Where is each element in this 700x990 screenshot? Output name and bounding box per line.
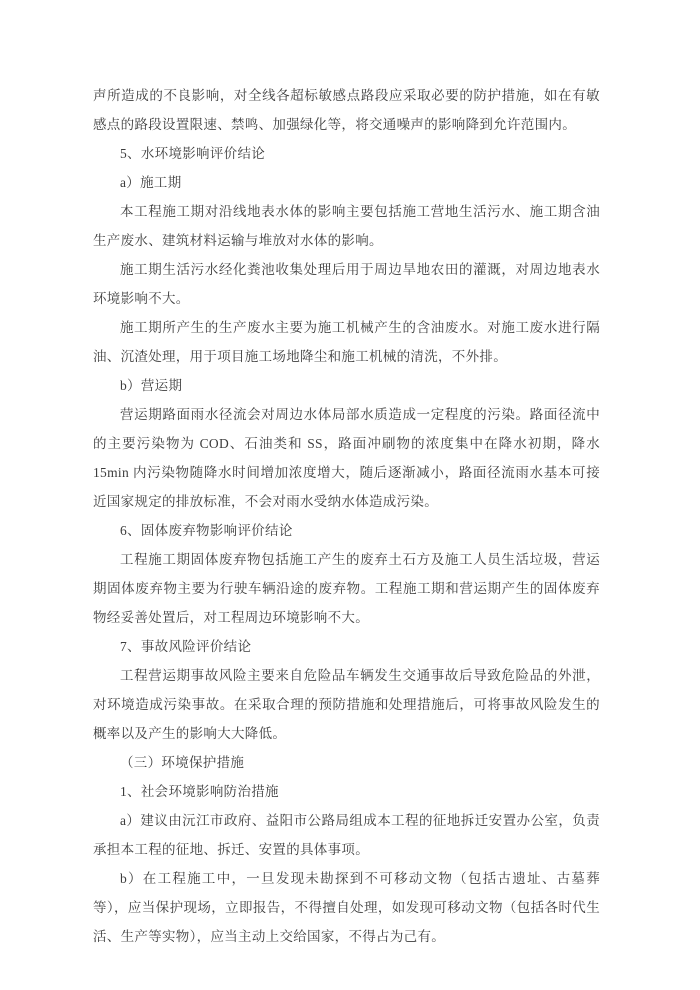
paragraph-sewage-treatment: 施工期生活污水经化粪池收集处理后用于周边旱地农田的灌溉，对周边地表水环境影响不大。 xyxy=(93,262,600,306)
heading-solid-waste-conclusion: 6、固体废弃物影响评价结论 xyxy=(120,523,293,538)
paragraph-runoff-pollution: 营运期路面雨水径流会对周边水体局部水质造成一定程度的污染。路面径流中的主要污染物为 COD、石油类和 SS，路面冲刷物的浓度集中在降水初期，降水 15min 内污染物随降水时间增加浓度增大，随后逐渐减小，路面径流雨水基本可接近国家规定的排放标准，不会对雨水受纳水体造成污染。 xyxy=(93,407,600,509)
subheading-operation-period: b）营运期 xyxy=(120,378,183,393)
paragraph-solid-waste: 工程施工期固体废弃物包括施工产生的废弃土石方及施工人员生活垃圾，营运期固体废弃物主要为行驶车辆沿途的废弃物。工程施工期和营运期产生的固体废弃物经妥善处置后，对工程周边环境影响不大。 xyxy=(93,552,600,625)
paragraph-accident-risk: 工程营运期事故风险主要来自危险品车辆发生交通事故后导致危险品的外泄，对环境造成污染事故。在采取合理的预防措施和处理措施后，可将事故风险发生的概率以及产生的影响大大降低。 xyxy=(93,668,600,741)
heading-env-protection-measures: （三）环境保护措施 xyxy=(120,755,245,770)
paragraph-noise-continuation: 声所造成的不良影响，对全线各超标敏感点路段应采取必要的防护措施，如在有敏感点的路段设置限速、禁鸣、加强绿化等，将交通噪声的影响降到允许范围内。 xyxy=(93,88,600,132)
paragraph-production-wastewater: 施工期所产生的生产废水主要为施工机械产生的含油废水。对施工废水进行隔油、沉渣处理，用于项目施工场地降尘和施工机械的清洗，不外排。 xyxy=(93,320,600,364)
paragraph-resettlement-office: a）建议由沅江市政府、益阳市公路局组成本工程的征地拆迁安置办公室，负责承担本工程的征地、拆迁、安置的具体事项。 xyxy=(93,813,600,857)
document-body xyxy=(93,81,600,951)
heading-accident-risk-conclusion: 7、事故风险评价结论 xyxy=(120,639,252,654)
heading-social-env-measures: 1、社会环境影响防治措施 xyxy=(120,784,279,799)
subheading-construction-period: a）施工期 xyxy=(120,175,182,190)
paragraph-construction-water-impact: 本工程施工期对沿线地表水体的影响主要包括施工营地生活污水、施工期含油生产废水、建筑材料运输与堆放对水体的影响。 xyxy=(93,204,600,248)
paragraph-cultural-relics: b）在工程施工中，一旦发现未勘探到不可移动文物（包括古遗址、古墓葬等），应当保护现场，立即报告，不得擅自处理，如发现可移动文物（包括各时代生活、生产等实物），应当主动上交给国家，不得占为己有。 xyxy=(93,871,600,944)
heading-water-env-conclusion: 5、水环境影响评价结论 xyxy=(120,146,266,161)
